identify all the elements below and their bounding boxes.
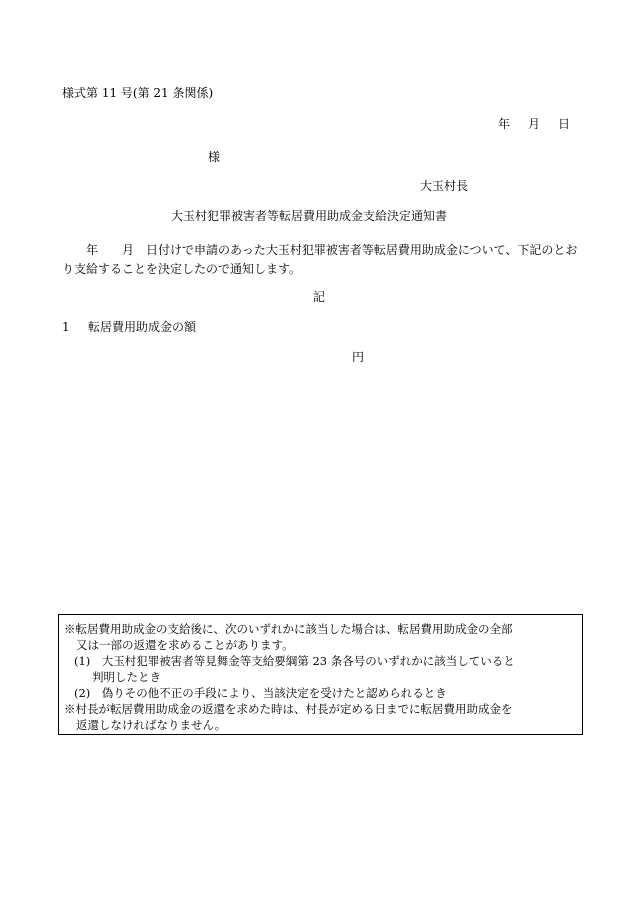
- amount-unit: 円: [352, 350, 365, 364]
- form-number: 様式第 11 号(第 21 条関係): [62, 86, 214, 100]
- body-paragraph: [62, 241, 582, 279]
- addressee-honorific: 様: [208, 150, 221, 164]
- notice-sub1-line2: 判明したとき: [92, 670, 161, 684]
- notice-note2-line1: ※村長が転居費用助成金の返還を求めた時は、村長が定める日までに転居費用助成金を: [64, 702, 513, 716]
- date-day-label: 日: [558, 117, 571, 131]
- item-number: 1: [62, 320, 70, 334]
- date-month-label: 月: [528, 117, 541, 131]
- issuer-name: 大玉村長: [420, 179, 469, 193]
- notice-note2-line2: 返還しなければなりません。: [76, 718, 227, 732]
- document-title: 大玉村犯罪被害者等転居費用助成金支給決定通知書: [171, 209, 448, 223]
- notice-note1-line2: 又は一部の返還を求めることがあります。: [76, 638, 294, 652]
- notice-sub2: (2) 偽りその他不正の手段により、当該決定を受けたと認められるとき: [74, 686, 447, 700]
- item-label: 転居費用助成金の額: [88, 320, 197, 334]
- item-grant-amount: [62, 321, 196, 333]
- body-text: 日付けで申請のあった大玉村犯罪被害者等転居費用助成金について、下記のとおり支給することを決定したので通知します。: [62, 243, 578, 276]
- body-month-label: 月: [122, 243, 135, 257]
- date-year-label: 年: [498, 117, 511, 131]
- notice-sub1-line1: (1) 大玉村犯罪被害者等見舞金等支給要綱第 23 条各号のいずれかに該当していると: [74, 654, 515, 668]
- date-line: [498, 118, 570, 130]
- notice-box: [58, 614, 583, 735]
- notice-note1-line1: ※転居費用助成金の支給後に、次のいずれかに該当した場合は、転居費用助成金の全部: [64, 622, 513, 636]
- body-year-label: 年: [86, 243, 99, 257]
- ki-heading: 記: [313, 290, 326, 304]
